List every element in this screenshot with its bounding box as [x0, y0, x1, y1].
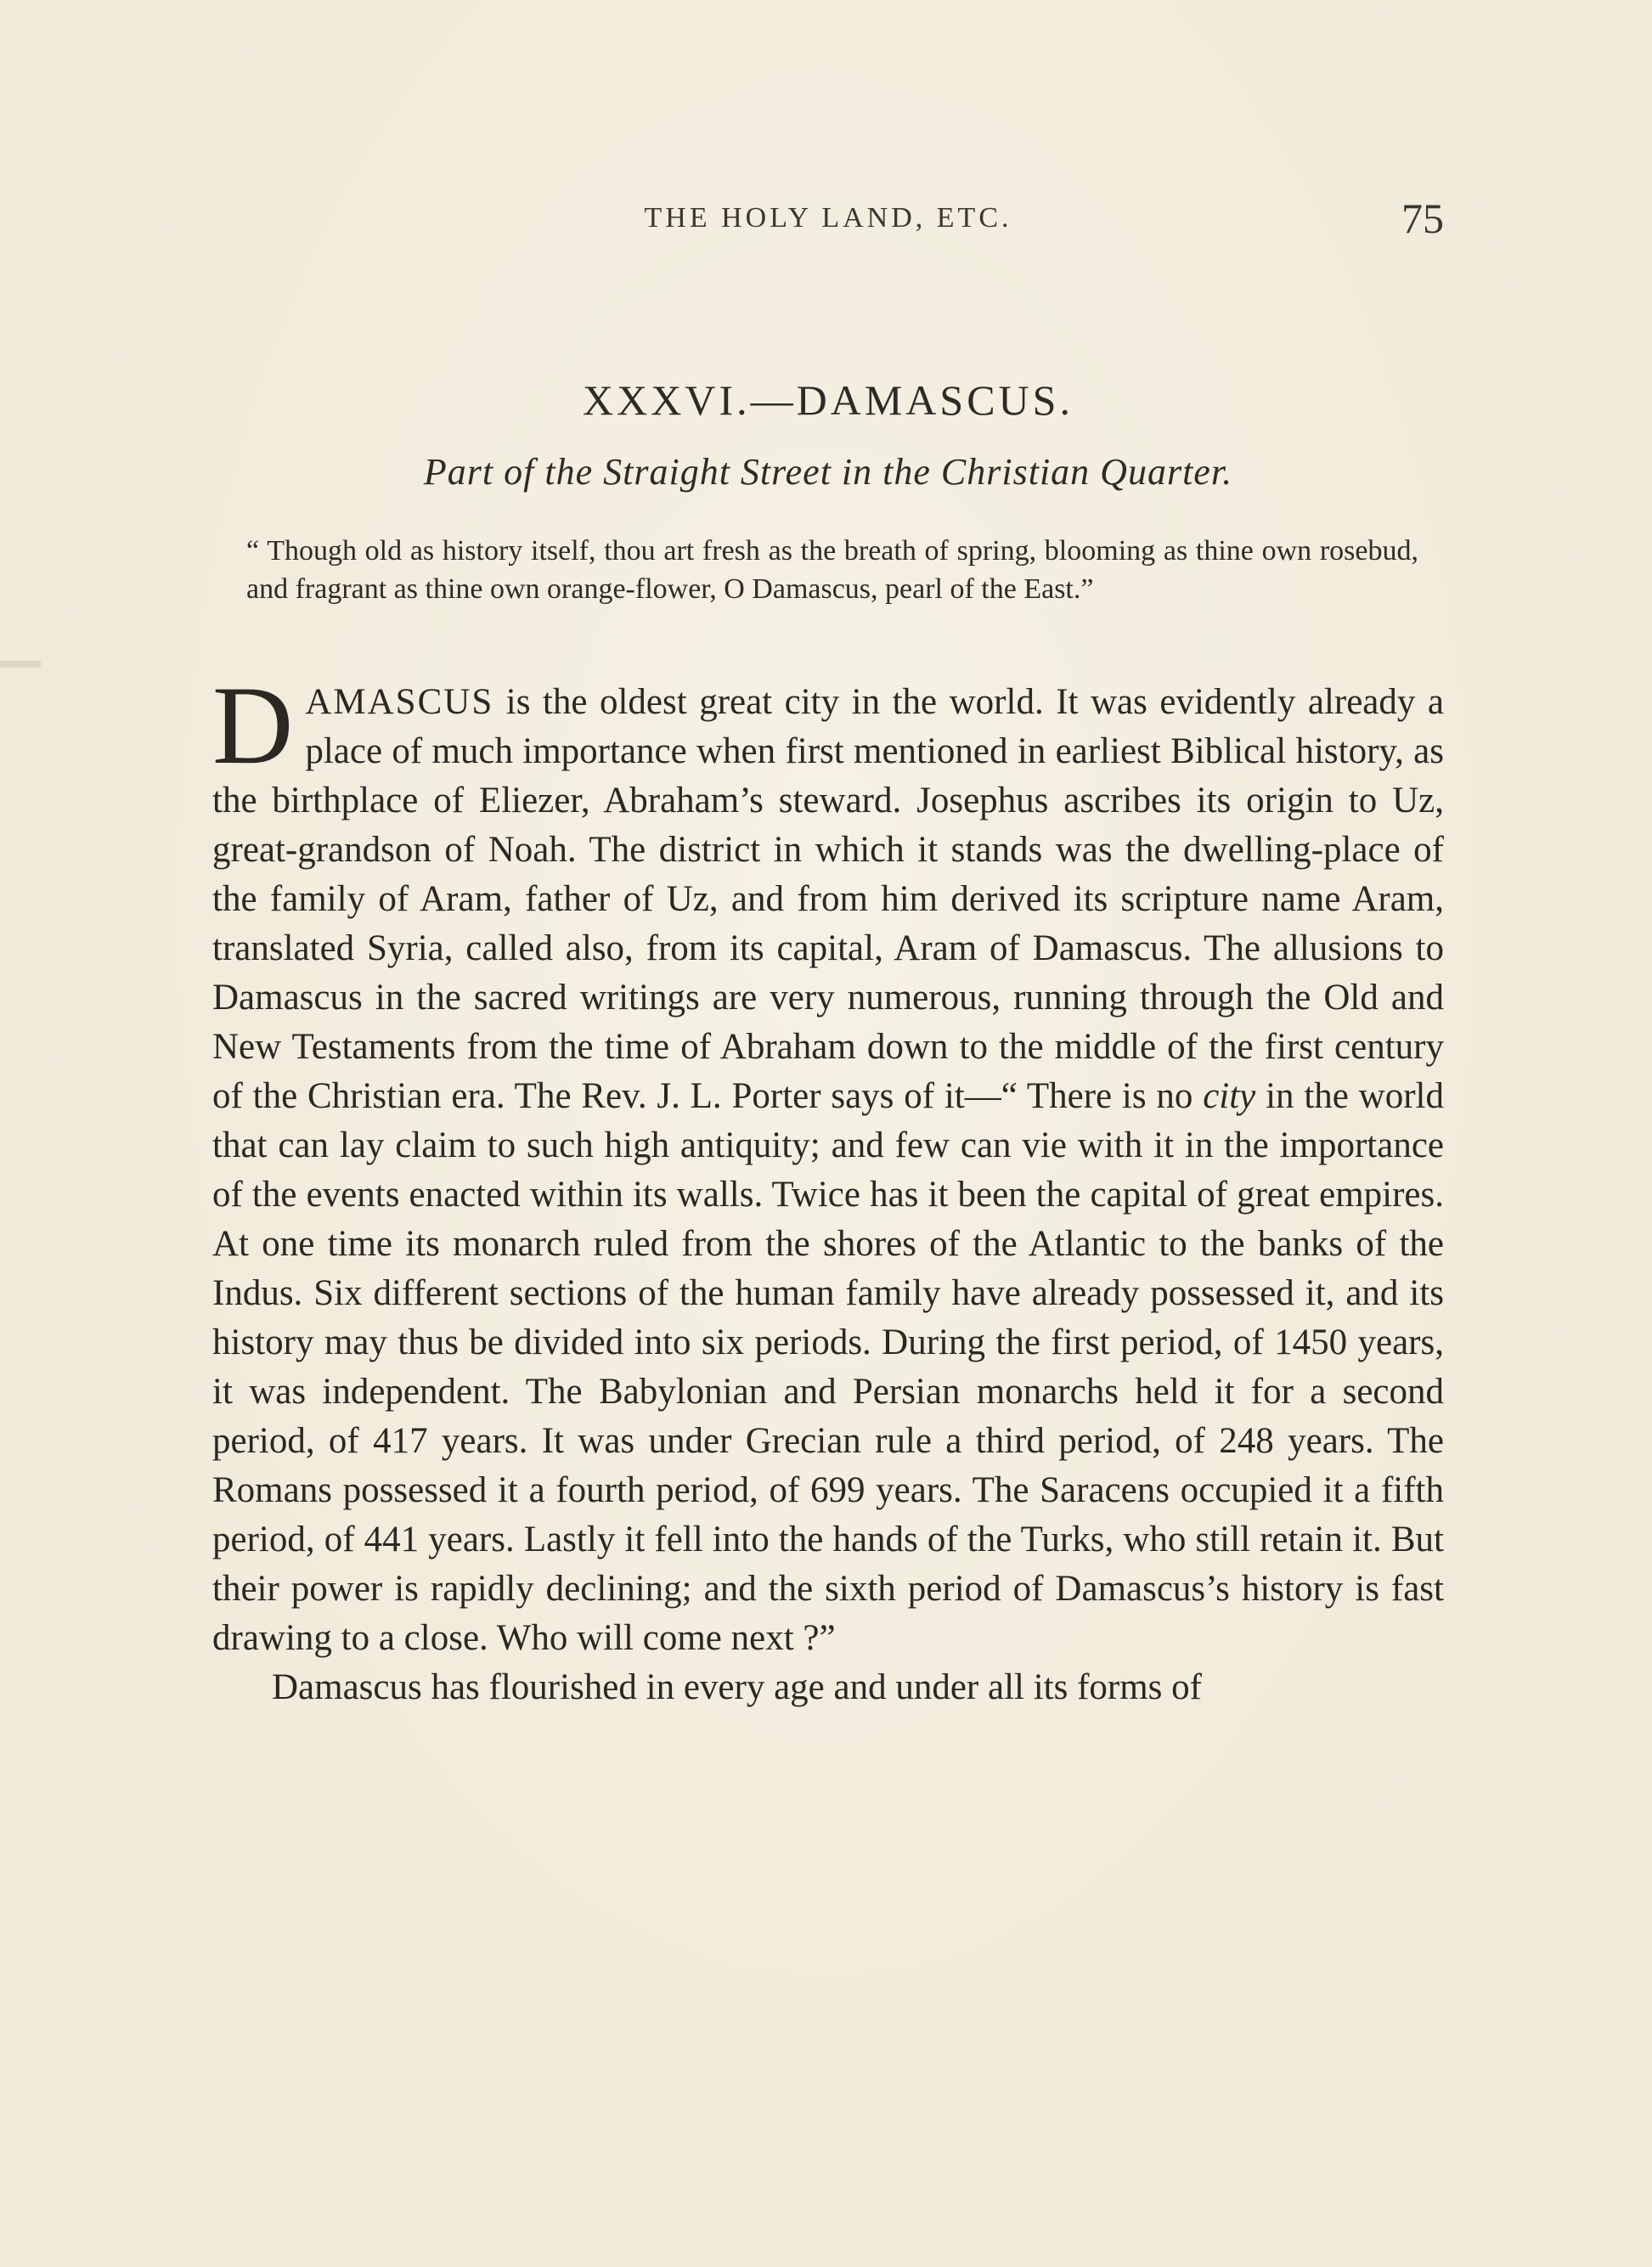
italic-emphasis: city — [1203, 1076, 1256, 1116]
paragraph-1 — [212, 663, 1444, 1663]
body-text — [212, 663, 1444, 1712]
page-edge-mark — [0, 661, 41, 668]
page-number: 75 — [1401, 195, 1444, 242]
chapter-subtitle: Part of the Straight Street in the Christian Quarter. — [423, 451, 1233, 493]
drop-cap: D — [212, 663, 294, 787]
first-word: AMASCUS — [305, 682, 494, 722]
epigraph-quote: “ Though old as history itself, thou art fresh as the breath of spring, blooming as thine own rosebud, and fragrant as thine own orange-flower, O Damascus, pearl of the East.” — [246, 535, 1418, 605]
running-title: THE HOLY LAND, ETC. — [644, 202, 1012, 234]
running-head — [212, 194, 1444, 245]
paragraph-2: Damascus has flourished in every age and under all its forms of — [272, 1667, 1202, 1707]
paragraph-1-text-a: is the oldest great city in the world. It was evidently already a place of much importance when first mentioned in earliest Biblical history, as the birthplace of Eliezer, Abraham’s steward. Josephus ascribes its origin to Uz, great-grandson of Noah. The district in which it stands was the dwelling-place of the family of Aram, father of Uz, and from him derived its scripture name Aram, translated Syria, called also, from its capital, Aram of Damascus. The allusions to Damascus in the sacred writings are very numerous, running through the Old and New Testaments from the time of Abraham down to the middle of the first century of the Christian era. The Rev. J. L. Porter says of it—“ There is no — [212, 682, 1444, 1116]
chapter-title: XXXVI.—DAMASCUS. — [583, 376, 1074, 424]
paragraph-1-text-b: in the world that can lay claim to such high antiquity; and few can vie with it in the importance of the events enacted within its walls. Twice has it been the capital of great empires. At one time its monarch ruled from the shores of the Atlantic to the banks of the Indus. Six different sections of the human family have already possessed it, and its history may thus be divided into six periods. During the first period, of 1450 years, it was independent. The Babylonian and Persian monarchs held it for a second period, of 417 years. It was under Grecian rule a third period, of 248 years. The Romans possessed it a fourth period, of 699 years. The Saracens occupied it a fifth period, of 441 years. Lastly it fell into the hands of the Turks, who still retain it. But their power is rapidly declining; and the sixth period of Damascus’s history is fast drawing to a close. Who will come next ?” — [212, 1076, 1444, 1658]
